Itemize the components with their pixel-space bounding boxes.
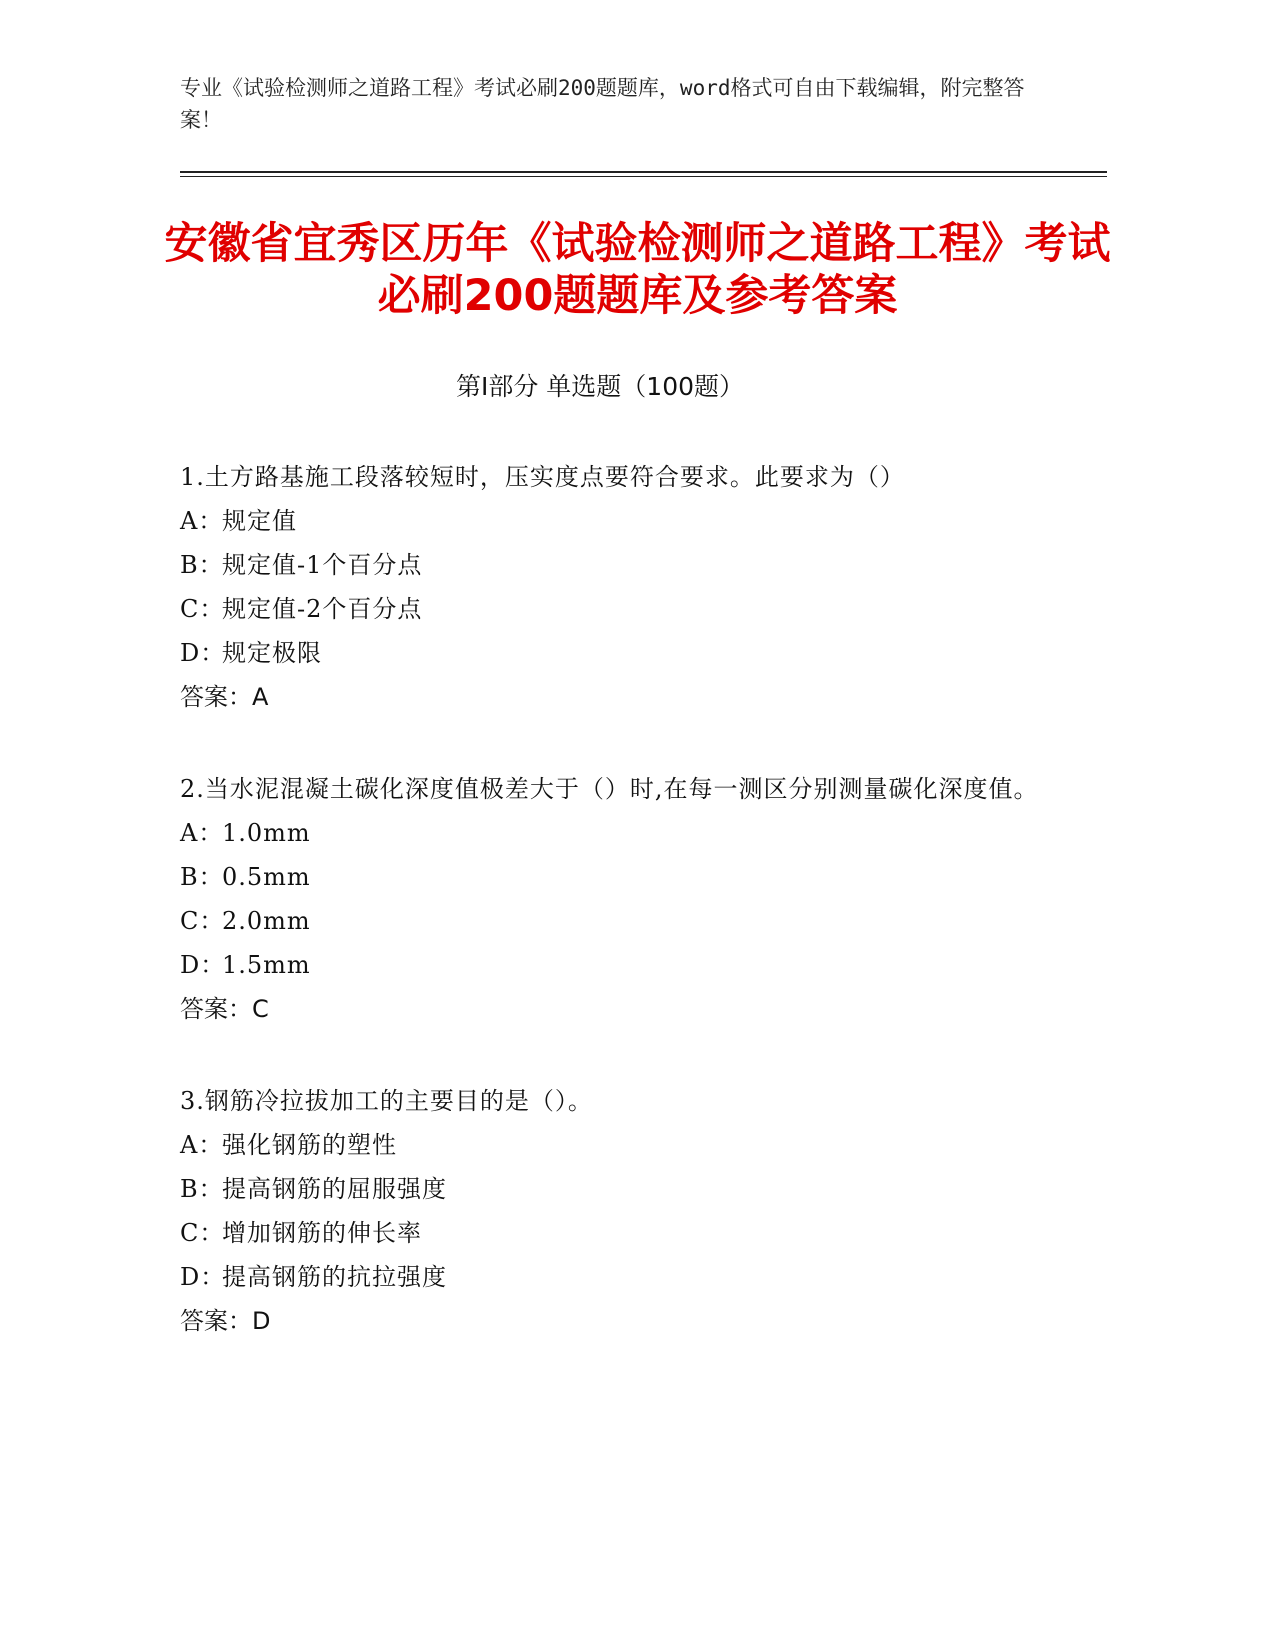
option-label: D： xyxy=(180,1263,226,1291)
option-label: A： xyxy=(180,507,224,535)
option-b xyxy=(180,1167,1040,1211)
section-heading: 第Ⅰ部分 单选题（100题） xyxy=(455,372,745,401)
answer-line xyxy=(180,987,1040,1031)
option-text: 提高钢筋的屈服强度 xyxy=(222,1175,447,1203)
option-text: 增加钢筋的伸长率 xyxy=(222,1219,422,1247)
option-text: 规定值-1个百分点 xyxy=(222,551,423,579)
question-stem: 2.当水泥混凝土碳化深度值极差大于（）时,在每一测区分别测量碳化深度值。 xyxy=(180,775,1039,803)
option-d xyxy=(180,943,1040,987)
answer-prefix: 答案： xyxy=(180,1307,252,1335)
option-text: 规定值-2个百分点 xyxy=(222,595,423,623)
option-b xyxy=(180,855,1040,899)
option-label: D： xyxy=(180,639,226,667)
answer-line xyxy=(180,1299,1040,1343)
header-rule-thin xyxy=(180,176,1107,177)
option-label: C： xyxy=(180,907,225,935)
answer-value: A xyxy=(252,683,269,711)
option-text: 2.0mm xyxy=(222,907,311,935)
option-label: C： xyxy=(180,1219,225,1247)
answer-value: C xyxy=(252,995,269,1023)
option-label: D： xyxy=(180,951,226,979)
option-a xyxy=(180,1123,1040,1167)
option-d xyxy=(180,631,1040,675)
option-c xyxy=(180,1211,1040,1255)
question-1 xyxy=(180,455,1040,719)
option-c xyxy=(180,899,1040,943)
answer-prefix: 答案： xyxy=(180,683,252,711)
option-text: 规定值 xyxy=(222,507,297,535)
option-text: 规定极限 xyxy=(222,639,322,667)
option-label: B： xyxy=(180,551,224,579)
document-title: 安徽省宜秀区历年《试验检测师之道路工程》考试必刷200题题库及参考答案 xyxy=(164,219,1111,321)
option-text: 1.0mm xyxy=(222,819,311,847)
answer-line xyxy=(180,675,1040,719)
question-stem: 1.土方路基施工段落较短时，压实度点要符合要求。此要求为（） xyxy=(180,463,905,491)
header-rule-thick xyxy=(180,171,1107,173)
header-note: 专业《试验检测师之道路工程》考试必刷200题题库，word格式可自由下载编辑，附完整答案！ xyxy=(180,76,1025,132)
question-2 xyxy=(180,767,1040,1031)
option-a xyxy=(180,811,1040,855)
option-label: B： xyxy=(180,1175,224,1203)
option-c xyxy=(180,587,1040,631)
option-text: 提高钢筋的抗拉强度 xyxy=(222,1263,447,1291)
option-b xyxy=(180,543,1040,587)
option-label: A： xyxy=(180,819,224,847)
answer-prefix: 答案： xyxy=(180,995,252,1023)
option-label: A： xyxy=(180,1131,224,1159)
answer-value: D xyxy=(252,1307,271,1335)
option-text: 强化钢筋的塑性 xyxy=(222,1131,397,1159)
question-3 xyxy=(180,1079,1040,1343)
question-list xyxy=(180,455,1040,1391)
question-stem: 3.钢筋冷拉拔加工的主要目的是（）。 xyxy=(180,1087,593,1115)
option-text: 0.5mm xyxy=(222,863,311,891)
option-label: C： xyxy=(180,595,225,623)
option-a xyxy=(180,499,1040,543)
option-d xyxy=(180,1255,1040,1299)
option-text: 1.5mm xyxy=(222,951,311,979)
option-label: B： xyxy=(180,863,224,891)
